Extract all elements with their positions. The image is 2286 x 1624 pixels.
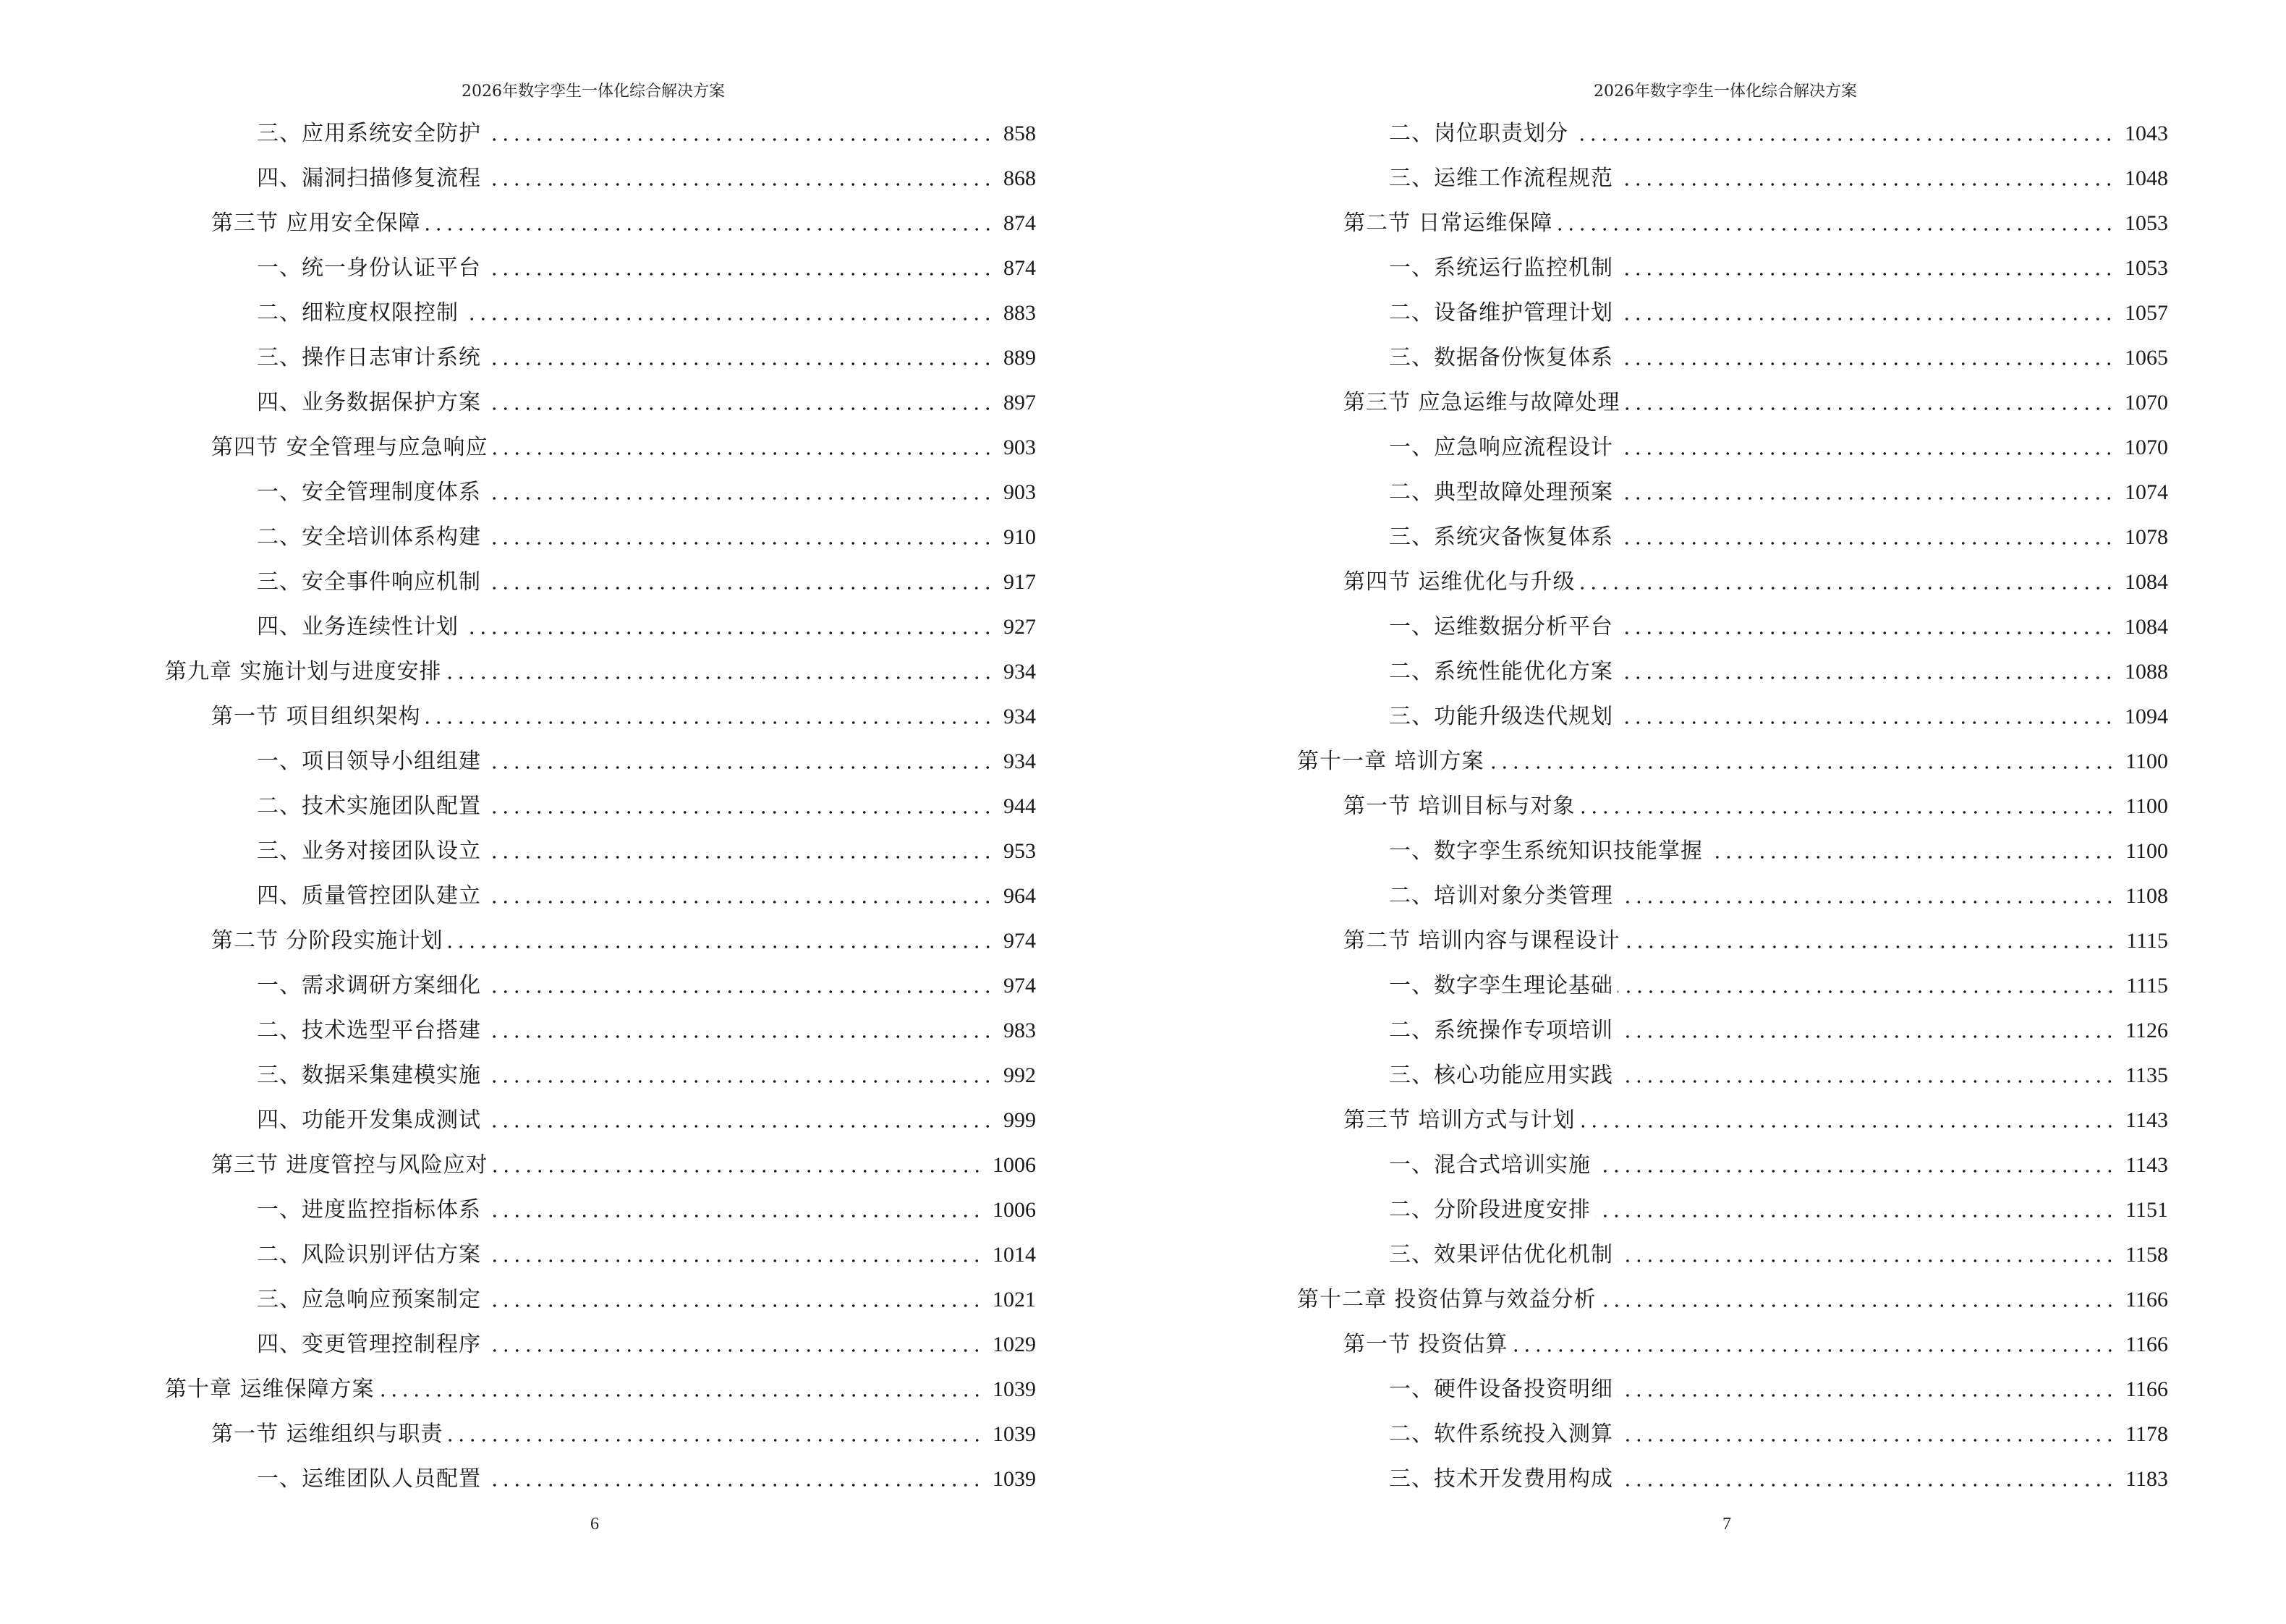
toc-entry-level-3[interactable] <box>257 164 1036 193</box>
dot-leader <box>485 837 993 866</box>
toc-entry-title: 二、培训对象分类管理 <box>1389 883 1613 909</box>
toc-entry-page-number: 1100 <box>2125 839 2168 863</box>
toc-entry-title: 第一节 培训目标与对象 <box>1343 794 1576 819</box>
toc-entry-page-number: 974 <box>1003 974 1036 998</box>
dot-leader <box>1618 882 2115 911</box>
toc-entry-page-number: 1100 <box>2125 794 2168 818</box>
toc-entry-title: 二、系统性能优化方案 <box>1389 659 1613 684</box>
dot-leader <box>485 164 993 193</box>
toc-entry-page-number: 1043 <box>2125 122 2168 145</box>
toc-entry-level-3[interactable] <box>257 299 1036 328</box>
toc-entry-level-3[interactable] <box>1389 433 2168 462</box>
toc-entry-level-3[interactable] <box>257 1285 1036 1314</box>
toc-entry-level-2[interactable] <box>211 927 1036 956</box>
table-of-contents <box>0 0 1132 1624</box>
toc-entry-title: 第十章 运维保障方案 <box>165 1377 375 1402</box>
toc-entry-page-number: 934 <box>1003 705 1036 728</box>
dot-leader <box>1580 792 2116 821</box>
toc-entry-title: 第十二章 投资估算与效益分析 <box>1297 1287 1597 1312</box>
toc-entry-page-number: 1158 <box>2125 1243 2168 1267</box>
toc-entry-title: 一、运维团队人员配置 <box>257 1466 481 1492</box>
toc-entry-level-3[interactable] <box>257 1106 1036 1135</box>
dot-leader <box>1618 658 2115 686</box>
toc-entry-page-number: 903 <box>1003 480 1036 504</box>
toc-entry-title: 二、软件系统投入测算 <box>1389 1421 1613 1447</box>
toc-entry-page-number: 874 <box>1003 256 1036 280</box>
dot-leader <box>425 702 993 731</box>
dot-leader <box>485 1106 993 1135</box>
toc-entry-title: 二、技术选型平台搭建 <box>257 1018 481 1043</box>
toc-entry-title: 一、项目领导小组组建 <box>257 749 481 774</box>
toc-entry-page-number: 934 <box>1003 660 1036 684</box>
toc-entry-level-3[interactable] <box>257 388 1036 417</box>
toc-entry-page-number: 944 <box>1003 794 1036 818</box>
toc-entry-title: 三、应用系统安全防护 <box>257 121 481 146</box>
toc-entry-page-number: 1094 <box>2125 705 2168 728</box>
toc-entry-page-number: 1039 <box>993 1467 1036 1491</box>
toc-entry-title: 三、数据备份恢复体系 <box>1389 345 1613 370</box>
toc-entry-page-number: 1183 <box>2125 1467 2168 1491</box>
toc-entry-page-number: 1053 <box>2125 256 2168 280</box>
dot-leader <box>1618 1061 2115 1090</box>
toc-entry-page-number: 1108 <box>2125 884 2168 908</box>
toc-entry-level-3[interactable] <box>1389 702 2168 731</box>
toc-entry-title: 一、需求调研方案细化 <box>257 973 481 998</box>
toc-entry-page-number: 983 <box>1003 1019 1036 1042</box>
toc-entry-level-3[interactable] <box>1389 119 2168 148</box>
toc-entry-page-number: 1039 <box>993 1422 1036 1446</box>
dot-leader <box>1618 523 2115 552</box>
toc-entry-title: 一、运维数据分析平台 <box>1389 614 1613 639</box>
dot-leader <box>1618 1420 2115 1449</box>
toc-entry-title: 四、漏洞扫描修复流程 <box>257 166 481 191</box>
dot-leader <box>1580 568 2115 597</box>
toc-entry-title: 三、系统灾备恢复体系 <box>1389 524 1613 550</box>
toc-entry-page-number: 1166 <box>2125 1288 2168 1311</box>
toc-entry-level-3[interactable] <box>257 344 1036 373</box>
toc-entry-title: 一、系统运行监控机制 <box>1389 255 1613 281</box>
dot-leader <box>448 1420 982 1449</box>
toc-entry-title: 一、数字孪生系统知识技能掌握 <box>1389 838 1703 864</box>
toc-entry-title: 三、应急响应预案制定 <box>257 1287 481 1312</box>
toc-entry-page-number: 1088 <box>2125 660 2168 684</box>
dot-leader <box>1618 299 2115 328</box>
table-of-contents <box>1132 0 2264 1624</box>
toc-entry-page-number: 1084 <box>2125 615 2168 639</box>
dot-leader <box>1618 702 2115 731</box>
dot-leader <box>1618 972 2116 1000</box>
toc-entry-page-number: 974 <box>1003 929 1036 953</box>
toc-entry-level-3[interactable] <box>257 1241 1036 1270</box>
toc-entry-title: 第三节 应急运维与故障处理 <box>1343 390 1620 415</box>
toc-entry-page-number: 889 <box>1003 346 1036 370</box>
toc-entry-title: 一、数字孪生理论基础 <box>1389 973 1613 998</box>
toc-entry-title: 第四节 运维优化与升级 <box>1343 569 1576 595</box>
dot-leader <box>485 1465 982 1494</box>
dot-leader <box>485 1330 982 1359</box>
toc-entry-page-number: 903 <box>1003 435 1036 459</box>
page-right <box>1132 0 2264 1624</box>
toc-entry-level-2[interactable] <box>1343 209 2168 238</box>
toc-entry-page-number: 1053 <box>2125 211 2168 235</box>
dot-leader <box>1601 1285 2116 1314</box>
dot-leader <box>448 927 993 956</box>
dot-leader <box>1618 1375 2115 1404</box>
toc-entry-page-number: 1178 <box>2125 1422 2168 1446</box>
dot-leader <box>485 1241 982 1270</box>
dot-leader <box>1489 747 2116 776</box>
toc-entry-level-3[interactable] <box>257 837 1036 866</box>
toc-entry-page-number: 992 <box>1003 1063 1036 1087</box>
dot-leader <box>1618 613 2115 642</box>
toc-entry-level-3[interactable] <box>1389 299 2168 328</box>
toc-entry-title: 一、硬件设备投资明细 <box>1389 1377 1613 1402</box>
toc-entry-title: 二、细粒度权限控制 <box>257 300 459 326</box>
toc-entry-level-3[interactable] <box>257 882 1036 911</box>
dot-leader <box>485 792 993 821</box>
toc-entry-title: 二、系统操作专项培训 <box>1389 1018 1613 1043</box>
dot-leader <box>1595 1151 2115 1180</box>
toc-entry-level-3[interactable] <box>257 972 1036 1000</box>
dot-leader <box>1625 388 2115 417</box>
toc-entry-page-number: 1039 <box>993 1377 1036 1401</box>
toc-entry-title: 一、统一身份认证平台 <box>257 255 481 281</box>
dot-leader <box>1618 478 2115 507</box>
toc-entry-title: 三、运维工作流程规范 <box>1389 166 1613 191</box>
toc-entry-page-number: 1057 <box>2125 301 2168 325</box>
toc-entry-level-3[interactable] <box>1389 837 2168 866</box>
toc-entry-level-3[interactable] <box>1389 882 2168 911</box>
toc-entry-page-number: 868 <box>1003 166 1036 190</box>
toc-entry-level-3[interactable] <box>1389 658 2168 686</box>
toc-entry-title: 第三节 应用安全保障 <box>211 211 421 236</box>
toc-entry-title: 三、操作日志审计系统 <box>257 345 481 370</box>
toc-entry-level-3[interactable] <box>257 568 1036 597</box>
dot-leader <box>485 1016 993 1045</box>
toc-entry-level-3[interactable] <box>257 613 1036 642</box>
toc-entry-level-3[interactable] <box>1389 344 2168 373</box>
dot-leader <box>1558 209 2115 238</box>
toc-entry-level-3[interactable] <box>1389 1151 2168 1180</box>
dot-leader <box>446 658 993 686</box>
toc-entry-page-number: 999 <box>1003 1108 1036 1132</box>
page-left <box>0 0 1132 1624</box>
dot-leader <box>463 299 993 328</box>
dot-leader <box>1618 1241 2115 1270</box>
toc-entry-level-3[interactable] <box>257 1330 1036 1359</box>
dot-leader <box>485 254 993 283</box>
toc-entry-level-3[interactable] <box>257 1465 1036 1494</box>
toc-entry-level-2[interactable] <box>1343 927 2168 956</box>
toc-entry-level-3[interactable] <box>1389 523 2168 552</box>
toc-entry-title: 一、应急响应流程设计 <box>1389 435 1613 460</box>
toc-entry-page-number: 1143 <box>2125 1108 2168 1132</box>
toc-entry-title: 三、核心功能应用实践 <box>1389 1063 1613 1088</box>
toc-entry-title: 一、进度监控指标体系 <box>257 1197 481 1223</box>
toc-entry-level-3[interactable] <box>1389 164 2168 193</box>
toc-entry-title: 二、安全培训体系构建 <box>257 524 481 550</box>
toc-entry-title: 第三节 进度管控与风险应对 <box>211 1152 488 1178</box>
toc-entry-title: 二、风险识别评估方案 <box>257 1242 481 1267</box>
toc-entry-page-number: 917 <box>1003 570 1036 594</box>
toc-entry-level-3[interactable] <box>1389 1016 2168 1045</box>
toc-entry-page-number: 874 <box>1003 211 1036 235</box>
toc-entry-level-3[interactable] <box>257 523 1036 552</box>
toc-entry-level-3[interactable] <box>257 478 1036 507</box>
dot-leader <box>485 388 993 417</box>
toc-entry-page-number: 1143 <box>2125 1153 2168 1177</box>
toc-entry-level-2[interactable] <box>211 433 1036 462</box>
toc-entry-title: 第二节 培训内容与课程设计 <box>1343 928 1620 953</box>
toc-entry-page-number: 1078 <box>2125 525 2168 549</box>
dot-leader <box>485 1285 982 1314</box>
toc-entry-level-3[interactable] <box>1389 1465 2168 1494</box>
toc-entry-title: 第四节 安全管理与应急响应 <box>211 435 488 460</box>
dot-leader <box>1625 927 2117 956</box>
toc-entry-level-3[interactable] <box>1389 1420 2168 1449</box>
toc-entry-level-3[interactable] <box>257 254 1036 283</box>
toc-entry-title: 第二节 日常运维保障 <box>1343 211 1553 236</box>
dot-leader <box>1707 837 2115 866</box>
toc-entry-title: 四、质量管控团队建立 <box>257 883 481 909</box>
toc-entry-title: 第二节 分阶段实施计划 <box>211 928 443 953</box>
page-number: 6 <box>590 1515 599 1534</box>
page-number: 7 <box>1722 1515 1731 1534</box>
dot-leader <box>1618 344 2115 373</box>
dot-leader <box>485 568 993 597</box>
toc-entry-level-3[interactable] <box>1389 478 2168 507</box>
toc-entry-title: 第三节 培训方式与计划 <box>1343 1108 1576 1133</box>
dot-leader <box>1618 254 2115 283</box>
toc-entry-level-2[interactable] <box>1343 568 2168 597</box>
toc-entry-title: 四、业务数据保护方案 <box>257 390 481 415</box>
toc-entry-page-number: 1151 <box>2125 1198 2168 1222</box>
toc-entry-page-number: 1166 <box>2125 1377 2168 1401</box>
dot-leader <box>485 1061 993 1090</box>
toc-entry-title: 第一节 运维组织与职责 <box>211 1421 443 1447</box>
toc-entry-title: 二、典型故障处理预案 <box>1389 480 1613 505</box>
toc-entry-page-number: 1166 <box>2125 1332 2168 1356</box>
dot-leader <box>1580 1106 2116 1135</box>
toc-entry-level-2[interactable] <box>1343 1330 2168 1359</box>
toc-entry-page-number: 1065 <box>2125 346 2168 370</box>
toc-entry-page-number: 1115 <box>2126 974 2168 998</box>
toc-entry-page-number: 934 <box>1003 749 1036 773</box>
dot-leader <box>1618 433 2115 462</box>
running-header: 2026年数字孪生一体化综合解决方案 <box>1594 82 1857 101</box>
dot-leader <box>485 478 993 507</box>
toc-entry-page-number: 1135 <box>2125 1063 2168 1087</box>
toc-entry-page-number: 897 <box>1003 391 1036 414</box>
toc-entry-title: 三、安全事件响应机制 <box>257 569 481 595</box>
dot-leader <box>485 1196 982 1225</box>
dot-leader <box>1573 119 2115 148</box>
toc-entry-page-number: 1070 <box>2125 435 2168 459</box>
dot-leader <box>425 209 993 238</box>
toc-entry-level-3[interactable] <box>1389 1061 2168 1090</box>
toc-entry-level-1[interactable] <box>1297 747 2168 776</box>
toc-entry-level-3[interactable] <box>1389 1196 2168 1225</box>
toc-entry-level-1[interactable] <box>1297 1285 2168 1314</box>
toc-entry-page-number: 1006 <box>993 1198 1036 1222</box>
dot-leader <box>485 972 993 1000</box>
toc-entry-level-2[interactable] <box>211 1420 1036 1449</box>
dot-leader <box>493 1151 982 1180</box>
toc-entry-page-number: 1100 <box>2125 749 2168 773</box>
toc-entry-level-3[interactable] <box>257 1061 1036 1090</box>
toc-entry-level-2[interactable] <box>211 209 1036 238</box>
toc-entry-page-number: 1029 <box>993 1332 1036 1356</box>
toc-entry-page-number: 964 <box>1003 884 1036 908</box>
dot-leader <box>463 613 993 642</box>
toc-entry-title: 第十一章 培训方案 <box>1297 749 1484 774</box>
toc-entry-level-2[interactable] <box>1343 792 2168 821</box>
toc-entry-page-number: 1021 <box>993 1288 1036 1311</box>
toc-entry-title: 第一节 投资估算 <box>1343 1332 1508 1357</box>
toc-entry-level-2[interactable] <box>1343 388 2168 417</box>
toc-entry-page-number: 953 <box>1003 839 1036 863</box>
toc-entry-title: 三、数据采集建模实施 <box>257 1063 481 1088</box>
toc-entry-title: 二、分阶段进度安排 <box>1389 1197 1591 1223</box>
toc-entry-level-3[interactable] <box>257 792 1036 821</box>
toc-entry-page-number: 1084 <box>2125 570 2168 594</box>
toc-entry-title: 四、功能开发集成测试 <box>257 1108 481 1133</box>
toc-entry-level-2[interactable] <box>211 1151 1036 1180</box>
toc-entry-level-3[interactable] <box>1389 1375 2168 1404</box>
toc-entry-level-3[interactable] <box>1389 254 2168 283</box>
toc-entry-page-number: 910 <box>1003 525 1036 549</box>
toc-entry-title: 三、功能升级迭代规划 <box>1389 704 1613 729</box>
dot-leader <box>1595 1196 2115 1225</box>
dot-leader <box>379 1375 982 1404</box>
dot-leader <box>485 344 993 373</box>
toc-entry-page-number: 858 <box>1003 122 1036 145</box>
toc-entry-title: 二、技术实施团队配置 <box>257 794 481 819</box>
toc-entry-title: 二、设备维护管理计划 <box>1389 300 1613 326</box>
toc-entry-level-3[interactable] <box>257 1016 1036 1045</box>
toc-entry-level-3[interactable] <box>1389 1241 2168 1270</box>
toc-entry-page-number: 1048 <box>2125 166 2168 190</box>
toc-entry-title: 一、安全管理制度体系 <box>257 480 481 505</box>
dot-leader <box>1618 1016 2115 1045</box>
dot-leader <box>485 747 993 776</box>
running-header: 2026年数字孪生一体化综合解决方案 <box>462 82 725 101</box>
dot-leader <box>1618 164 2115 193</box>
toc-entry-page-number: 1074 <box>2125 480 2168 504</box>
toc-entry-title: 第一节 项目组织架构 <box>211 704 421 729</box>
toc-entry-page-number: 1126 <box>2125 1019 2168 1042</box>
dot-leader <box>1618 1465 2115 1494</box>
dot-leader <box>493 433 993 462</box>
toc-entry-page-number: 1014 <box>993 1243 1036 1267</box>
toc-entry-page-number: 1115 <box>2126 929 2168 953</box>
toc-entry-title: 第九章 实施计划与进度安排 <box>165 659 442 684</box>
dot-leader <box>485 523 993 552</box>
toc-entry-title: 三、技术开发费用构成 <box>1389 1466 1613 1492</box>
toc-entry-title: 四、变更管理控制程序 <box>257 1332 481 1357</box>
toc-entry-page-number: 1006 <box>993 1153 1036 1177</box>
toc-entry-title: 三、效果评估优化机制 <box>1389 1242 1613 1267</box>
toc-entry-level-3[interactable] <box>1389 613 2168 642</box>
toc-entry-page-number: 1070 <box>2125 391 2168 414</box>
toc-entry-page-number: 883 <box>1003 301 1036 325</box>
toc-entry-level-3[interactable] <box>257 1196 1036 1225</box>
toc-entry-title: 一、混合式培训实施 <box>1389 1152 1591 1178</box>
toc-entry-level-2[interactable] <box>211 702 1036 731</box>
toc-entry-level-3[interactable] <box>257 747 1036 776</box>
toc-entry-title: 四、业务连续性计划 <box>257 614 459 639</box>
toc-entry-title: 二、岗位职责划分 <box>1389 121 1568 146</box>
toc-entry-level-3[interactable] <box>257 119 1036 148</box>
dot-leader <box>485 882 993 911</box>
toc-entry-level-1[interactable] <box>165 1375 1036 1404</box>
toc-entry-level-1[interactable] <box>165 658 1036 686</box>
toc-entry-title: 三、业务对接团队设立 <box>257 838 481 864</box>
toc-entry-level-3[interactable] <box>1389 972 2168 1000</box>
dot-leader <box>1513 1330 2116 1359</box>
toc-entry-page-number: 927 <box>1003 615 1036 639</box>
toc-entry-level-2[interactable] <box>1343 1106 2168 1135</box>
dot-leader <box>485 119 993 148</box>
